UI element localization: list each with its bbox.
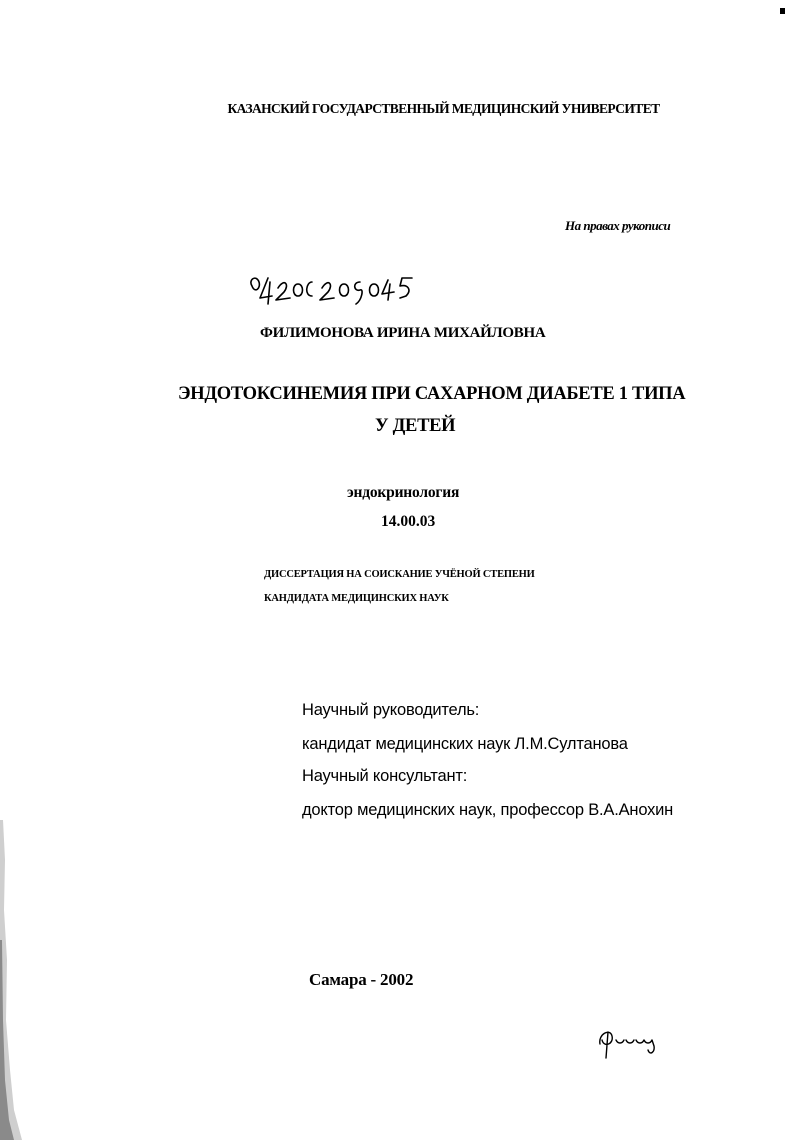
specialty-code: 14.00.03 — [381, 513, 436, 530]
author-name: ФИЛИМОНОВА ИРИНА МИХАЙЛОВНА — [260, 325, 546, 341]
dissertation-title-line2: У ДЕТЕЙ — [375, 416, 456, 436]
supervisor-name: кандидат медицинских наук Л.М.Султанова — [302, 735, 628, 753]
dissertation-degree-line2: КАНДИДАТА МЕДИЦИНСКИХ НАУК — [264, 593, 449, 604]
scan-edge-artifact — [0, 820, 30, 1140]
supervisor-label: Научный руководитель: — [302, 701, 480, 719]
scan-corner-mark — [780, 8, 785, 14]
dissertation-degree-line1: ДИССЕРТАЦИЯ НА СОИСКАНИЕ УЧЁНОЙ СТЕПЕНИ — [264, 569, 535, 580]
city-year: Самара - 2002 — [309, 970, 414, 989]
specialty-name: эндокринология — [347, 484, 460, 501]
handwritten-signature — [596, 1022, 660, 1062]
dissertation-title-line1: ЭНДОТОКСИНЕМИЯ ПРИ САХАРНОМ ДИАБЕТЕ 1 ТИПА — [178, 384, 686, 404]
university-name: КАЗАНСКИЙ ГОСУДАРСТВЕННЫЙ МЕДИЦИНСКИЙ УНИВЕРСИТЕТ — [227, 101, 660, 116]
manuscript-rights-note: На правах рукописи — [565, 218, 671, 233]
handwritten-registration-number — [246, 270, 446, 310]
consultant-label: Научный консультант: — [302, 767, 468, 785]
consultant-name: доктор медицинских наук, профессор В.А.Анохин — [302, 801, 674, 819]
